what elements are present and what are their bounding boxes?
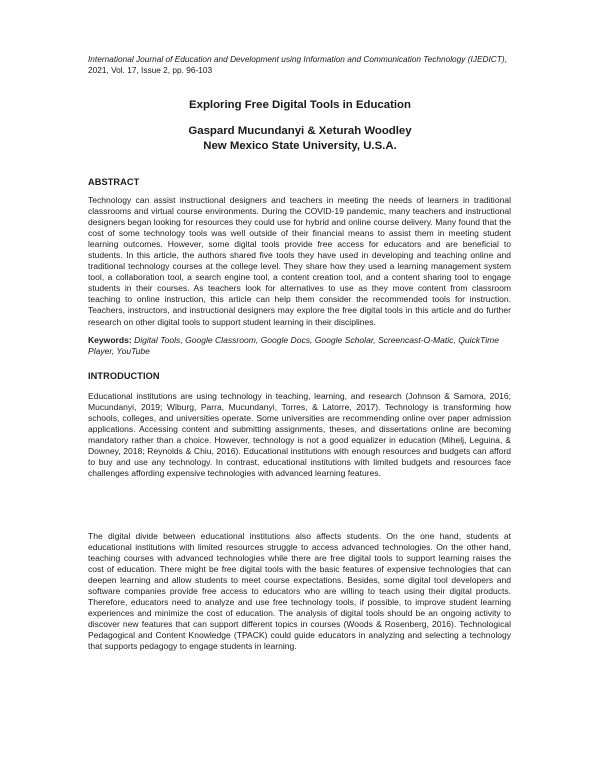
journal-issue-info: , 2021, Vol. 17, Issue 2, pp. 96-103 xyxy=(88,54,507,75)
abstract-text: Technology can assist instructional designers and teachers in meeting the needs of learners in traditional classrooms and virtual course environments. During the COVID-19 pandemic, many teachers and instructional designers began looking for resources they could use for hybrid and online course delivery. Many found that the cost of some technology tools was well outside of their financial means to assist them in meeting student learning outcomes. However, some digital tools provide free access for educators and are beneficial to students. In this article, the authors shared five tools they have used in developing and teaching online and traditional technology courses at the college level. They share how they used a learning management system tool, a collaboration tool, a search engine tool, a content creation tool, and a content sharing tool to engage students in their courses. As teachers look for alternatives to use as they move content from classroom teaching to online instruction, this article can help them consider the recommended tools for instruction. Teachers, instructors, and instructional designers may explore the free digital tools in this article and do further research on other digital tools to support student learning in their disciplines. xyxy=(88,195,511,327)
keywords-list: Digital Tools, Google Classroom, Google Docs, Google Scholar, Screencast-O-Matic, QuickTime Player, YouTube xyxy=(88,335,499,357)
article-authors: Gaspard Mucundanyi & Xeturah Woodley xyxy=(188,125,412,137)
introduction-heading: INTRODUCTION xyxy=(88,371,160,381)
keywords-label: Keywords: xyxy=(88,335,132,345)
article-title: Exploring Free Digital Tools in Education xyxy=(189,99,411,111)
journal-name: International Journal of Education and Development using Information and Communication Technology (IJEDICT) xyxy=(88,54,505,64)
author-block xyxy=(0,124,600,154)
keywords-line xyxy=(88,335,511,357)
introduction-paragraph: Educational institutions are using technology in teaching, learning, and research (Johnson & Samora, 2016; Mucundanyi, 2019; Wiburg, Parra, Mucundanyi, Torres, & Latorre, 2017). Technology is transforming how schools, colleges, and universities operate. Some universities are recommending online over paper admission applications. Accessing content and submitting assignments, theses, and dissertations online are becoming mandatory rather than a choice. However, technology is not a good equalizer in education (Mihelj, Leguina, & Downey, 2018; Reynolds & Chiu, 2016). Educational institutions with enough resources and budgets can afford to buy and use any technology. In contrast, educational institutions with limited budgets and resources face challenges affording expensive technologies with advanced learning features. xyxy=(88,391,511,479)
introduction-paragraph: The digital divide between educational institutions also affects students. On the one hand, students at educational institutions with limited resources struggle to access advanced technologies. On the other hand, teaching courses with advanced technologies while there are free digital tools to support learning raises the cost of education. There might be free digital tools with the basic features of expensive technologies that can deepen learning and allow students to meet course expectations. Besides, some digital tool developers and software companies provide free access to educators who are willing to teach using their digital products. Therefore, educators need to analyze and use free technology tools, if possible, to improve student learning experiences and minimize the cost of education. The analysis of digital tools should be an ongoing activity to discover new features that can support different topics in courses (Woods & Rosenberg, 2016). Technological Pedagogical and Content Knowledge (TPACK) could guide educators in analyzing and selecting a technology that supports pedagogy to engage students in learning. xyxy=(88,531,511,652)
journal-citation xyxy=(88,54,528,76)
abstract-heading: ABSTRACT xyxy=(88,177,140,187)
author-affiliation: New Mexico State University, U.S.A. xyxy=(203,140,397,152)
